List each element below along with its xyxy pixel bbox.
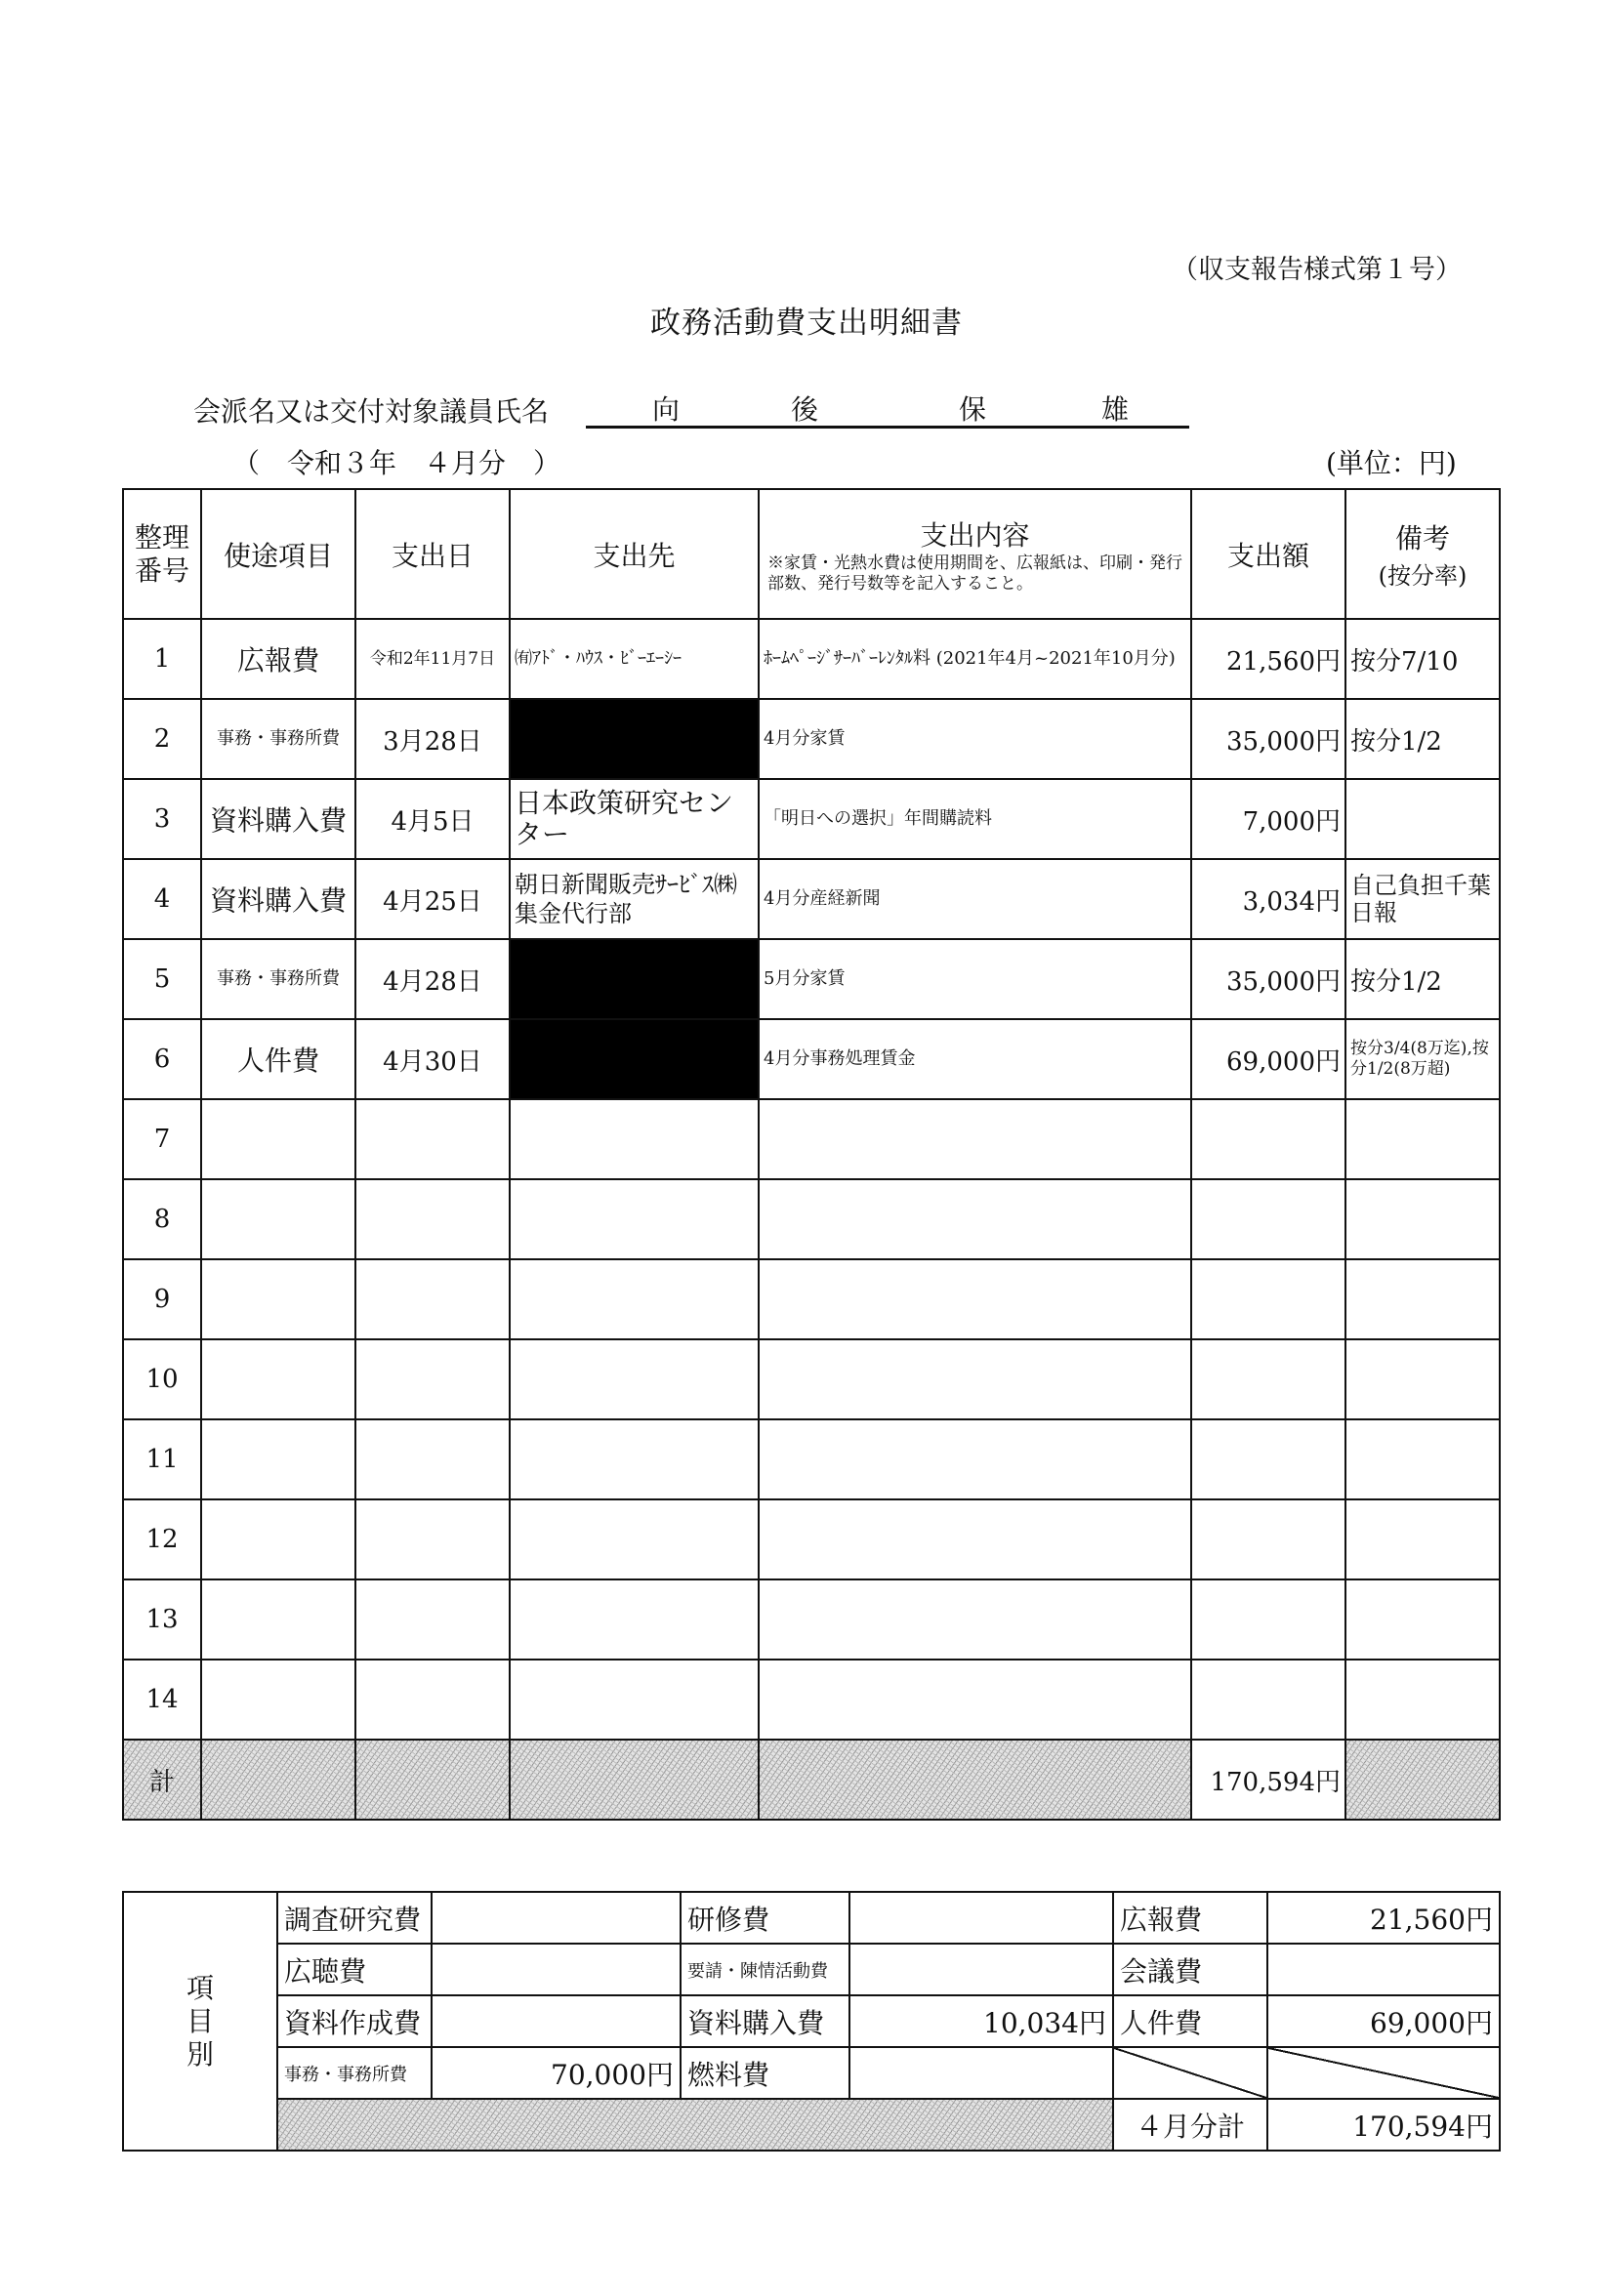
summary-label: 広聴費: [277, 1944, 432, 1995]
summary-value: 21,560円: [1267, 1892, 1500, 1944]
table-row: [123, 1099, 1500, 1179]
redacted-payee: [510, 1019, 759, 1099]
total-row: [123, 1740, 1500, 1820]
row-no: 10: [123, 1339, 201, 1419]
header-remarks: [1345, 489, 1500, 619]
row-amount: 35,000円: [1191, 939, 1345, 1019]
row-date: 4月28日: [355, 939, 510, 1019]
row-no: 6: [123, 1019, 201, 1099]
summary-label: 人件費: [1113, 1995, 1267, 2047]
table-row: [123, 699, 1500, 779]
row-no: 1: [123, 619, 201, 699]
total-label: 計: [123, 1740, 201, 1820]
row-no: 8: [123, 1179, 201, 1259]
row-amount: 3,034円: [1191, 859, 1345, 939]
category-summary-table: [122, 1891, 1501, 2152]
summary-row: [123, 2047, 1500, 2099]
table-row: [123, 1259, 1500, 1339]
summary-label: 資料作成費: [277, 1995, 432, 2047]
row-no: 5: [123, 939, 201, 1019]
table-row: [123, 1419, 1500, 1499]
row-category: 事務・事務所費: [201, 699, 355, 779]
row-no: 2: [123, 699, 201, 779]
summary-side-label: 項目別: [123, 1892, 277, 2151]
row-amount: 7,000円: [1191, 779, 1345, 859]
row-payee: 日本政策研究センター: [510, 779, 759, 859]
row-no: 12: [123, 1499, 201, 1579]
table-header-row: [123, 489, 1500, 619]
table-row: [123, 1660, 1500, 1740]
expense-table: [122, 488, 1501, 1821]
row-content: 4月分事務処理賃金: [759, 1019, 1191, 1099]
table-row: [123, 1499, 1500, 1579]
table-row: [123, 1179, 1500, 1259]
row-date: 令和2年11月7日: [355, 619, 510, 699]
summary-crossed-cell: [1267, 2047, 1500, 2099]
form-id: （収支報告様式第１号）: [1172, 255, 1462, 285]
table-row: [123, 779, 1500, 859]
row-amount: 35,000円: [1191, 699, 1345, 779]
row-remarks: 按分1/2: [1345, 699, 1500, 779]
member-name-char: 保: [959, 393, 987, 426]
summary-label: 燃料費: [681, 2047, 849, 2099]
summary-crossed-cell: [1113, 2047, 1267, 2099]
summary-label: 会議費: [1113, 1944, 1267, 1995]
table-row: [123, 859, 1500, 939]
header-payee: 支出先: [510, 489, 759, 619]
summary-value: 69,000円: [1267, 1995, 1500, 2047]
summary-value: [849, 2047, 1113, 2099]
summary-label: 広報費: [1113, 1892, 1267, 1944]
row-no: 7: [123, 1099, 201, 1179]
document-title: 政務活動費支出明細書: [650, 306, 963, 341]
row-date: 4月5日: [355, 779, 510, 859]
header-date: 支出日: [355, 489, 510, 619]
row-date: 3月28日: [355, 699, 510, 779]
summary-label: 事務・事務所費: [277, 2047, 432, 2099]
summary-row: [123, 2099, 1500, 2151]
row-remarks: 按分3/4(8万迄),按分1/2(8万超): [1345, 1019, 1500, 1099]
row-payee: 朝日新聞販売ｻｰﾋﾞｽ㈱集金代行部: [510, 859, 759, 939]
header-category: 使途項目: [201, 489, 355, 619]
row-remarks: [1345, 779, 1500, 859]
row-content: 5月分家賃: [759, 939, 1191, 1019]
table-row: [123, 1339, 1500, 1419]
row-no: 3: [123, 779, 201, 859]
row-category: 人件費: [201, 1019, 355, 1099]
summary-row: [123, 1995, 1500, 2047]
summary-value: [1267, 1944, 1500, 1995]
summary-total-value: 170,594円: [1267, 2099, 1500, 2151]
row-remarks: 按分1/2: [1345, 939, 1500, 1019]
row-amount: 21,560円: [1191, 619, 1345, 699]
row-content: ﾎｰﾑﾍﾟｰｼﾞｻｰﾊﾞｰﾚﾝﾀﾙ料 (2021年4月~2021年10月分): [759, 619, 1191, 699]
summary-row: [123, 1944, 1500, 1995]
row-no: 4: [123, 859, 201, 939]
row-amount: 69,000円: [1191, 1019, 1345, 1099]
summary-value: [849, 1892, 1113, 1944]
header-no: 整理番号: [123, 489, 201, 619]
summary-total-label: ４月分計: [1113, 2099, 1267, 2151]
header-content-note: ※家賃・光熱水費は使用期間を、広報紙は、印刷・発行部数、発行号数等を記入すること。: [767, 553, 1182, 594]
table-row: [123, 1579, 1500, 1660]
unit-label: (単位：円): [1326, 447, 1457, 479]
row-content: 4月分産経新聞: [759, 859, 1191, 939]
summary-value: 70,000円: [432, 2047, 681, 2099]
row-date: 4月30日: [355, 1019, 510, 1099]
header-remarks-title: 備考: [1394, 522, 1450, 554]
summary-label: 調査研究費: [277, 1892, 432, 1944]
row-content: 「明日への選択」年間購読料: [759, 779, 1191, 859]
row-category: 資料購入費: [201, 779, 355, 859]
row-no: 13: [123, 1579, 201, 1660]
summary-value: [432, 1892, 681, 1944]
header-remarks-sub: (按分率): [1378, 562, 1468, 590]
header-amount: 支出額: [1191, 489, 1345, 619]
summary-value: [849, 1944, 1113, 1995]
header-content: [759, 489, 1191, 619]
table-row: [123, 619, 1500, 699]
member-name-char: 後: [791, 393, 819, 426]
table-row: [123, 1019, 1500, 1099]
summary-value: [432, 1995, 681, 2047]
row-no: 11: [123, 1419, 201, 1499]
member-name-char: 向: [652, 393, 681, 426]
summary-value: 10,034円: [849, 1995, 1113, 2047]
row-category: 広報費: [201, 619, 355, 699]
row-remarks: 按分7/10: [1345, 619, 1500, 699]
summary-label: 資料購入費: [681, 1995, 849, 2047]
row-no: 9: [123, 1259, 201, 1339]
member-label: 会派名又は交付対象議員氏名: [193, 395, 550, 428]
row-remarks: 自己負担千葉日報: [1345, 859, 1500, 939]
row-no: 14: [123, 1660, 201, 1740]
row-category: 事務・事務所費: [201, 939, 355, 1019]
summary-value: [432, 1944, 681, 1995]
summary-row: [123, 1892, 1500, 1944]
row-payee: ㈲ｱﾄﾞ・ﾊｳｽ・ﾋﾞｰｴｰｼｰ: [510, 619, 759, 699]
redacted-payee: [510, 939, 759, 1019]
header-content-title: 支出内容: [920, 518, 1030, 552]
summary-shaded-cell: [277, 2099, 1113, 2151]
summary-label: 研修費: [681, 1892, 849, 1944]
row-date: 4月25日: [355, 859, 510, 939]
period: （ 令和３年 ４月分 ）: [232, 447, 561, 479]
summary-label: 要請・陳情活動費: [681, 1944, 849, 1995]
row-content: 4月分家賃: [759, 699, 1191, 779]
table-row: [123, 939, 1500, 1019]
member-name-char: 雄: [1101, 393, 1130, 426]
row-category: 資料購入費: [201, 859, 355, 939]
total-amount: 170,594円: [1191, 1740, 1345, 1820]
redacted-payee: [510, 699, 759, 779]
